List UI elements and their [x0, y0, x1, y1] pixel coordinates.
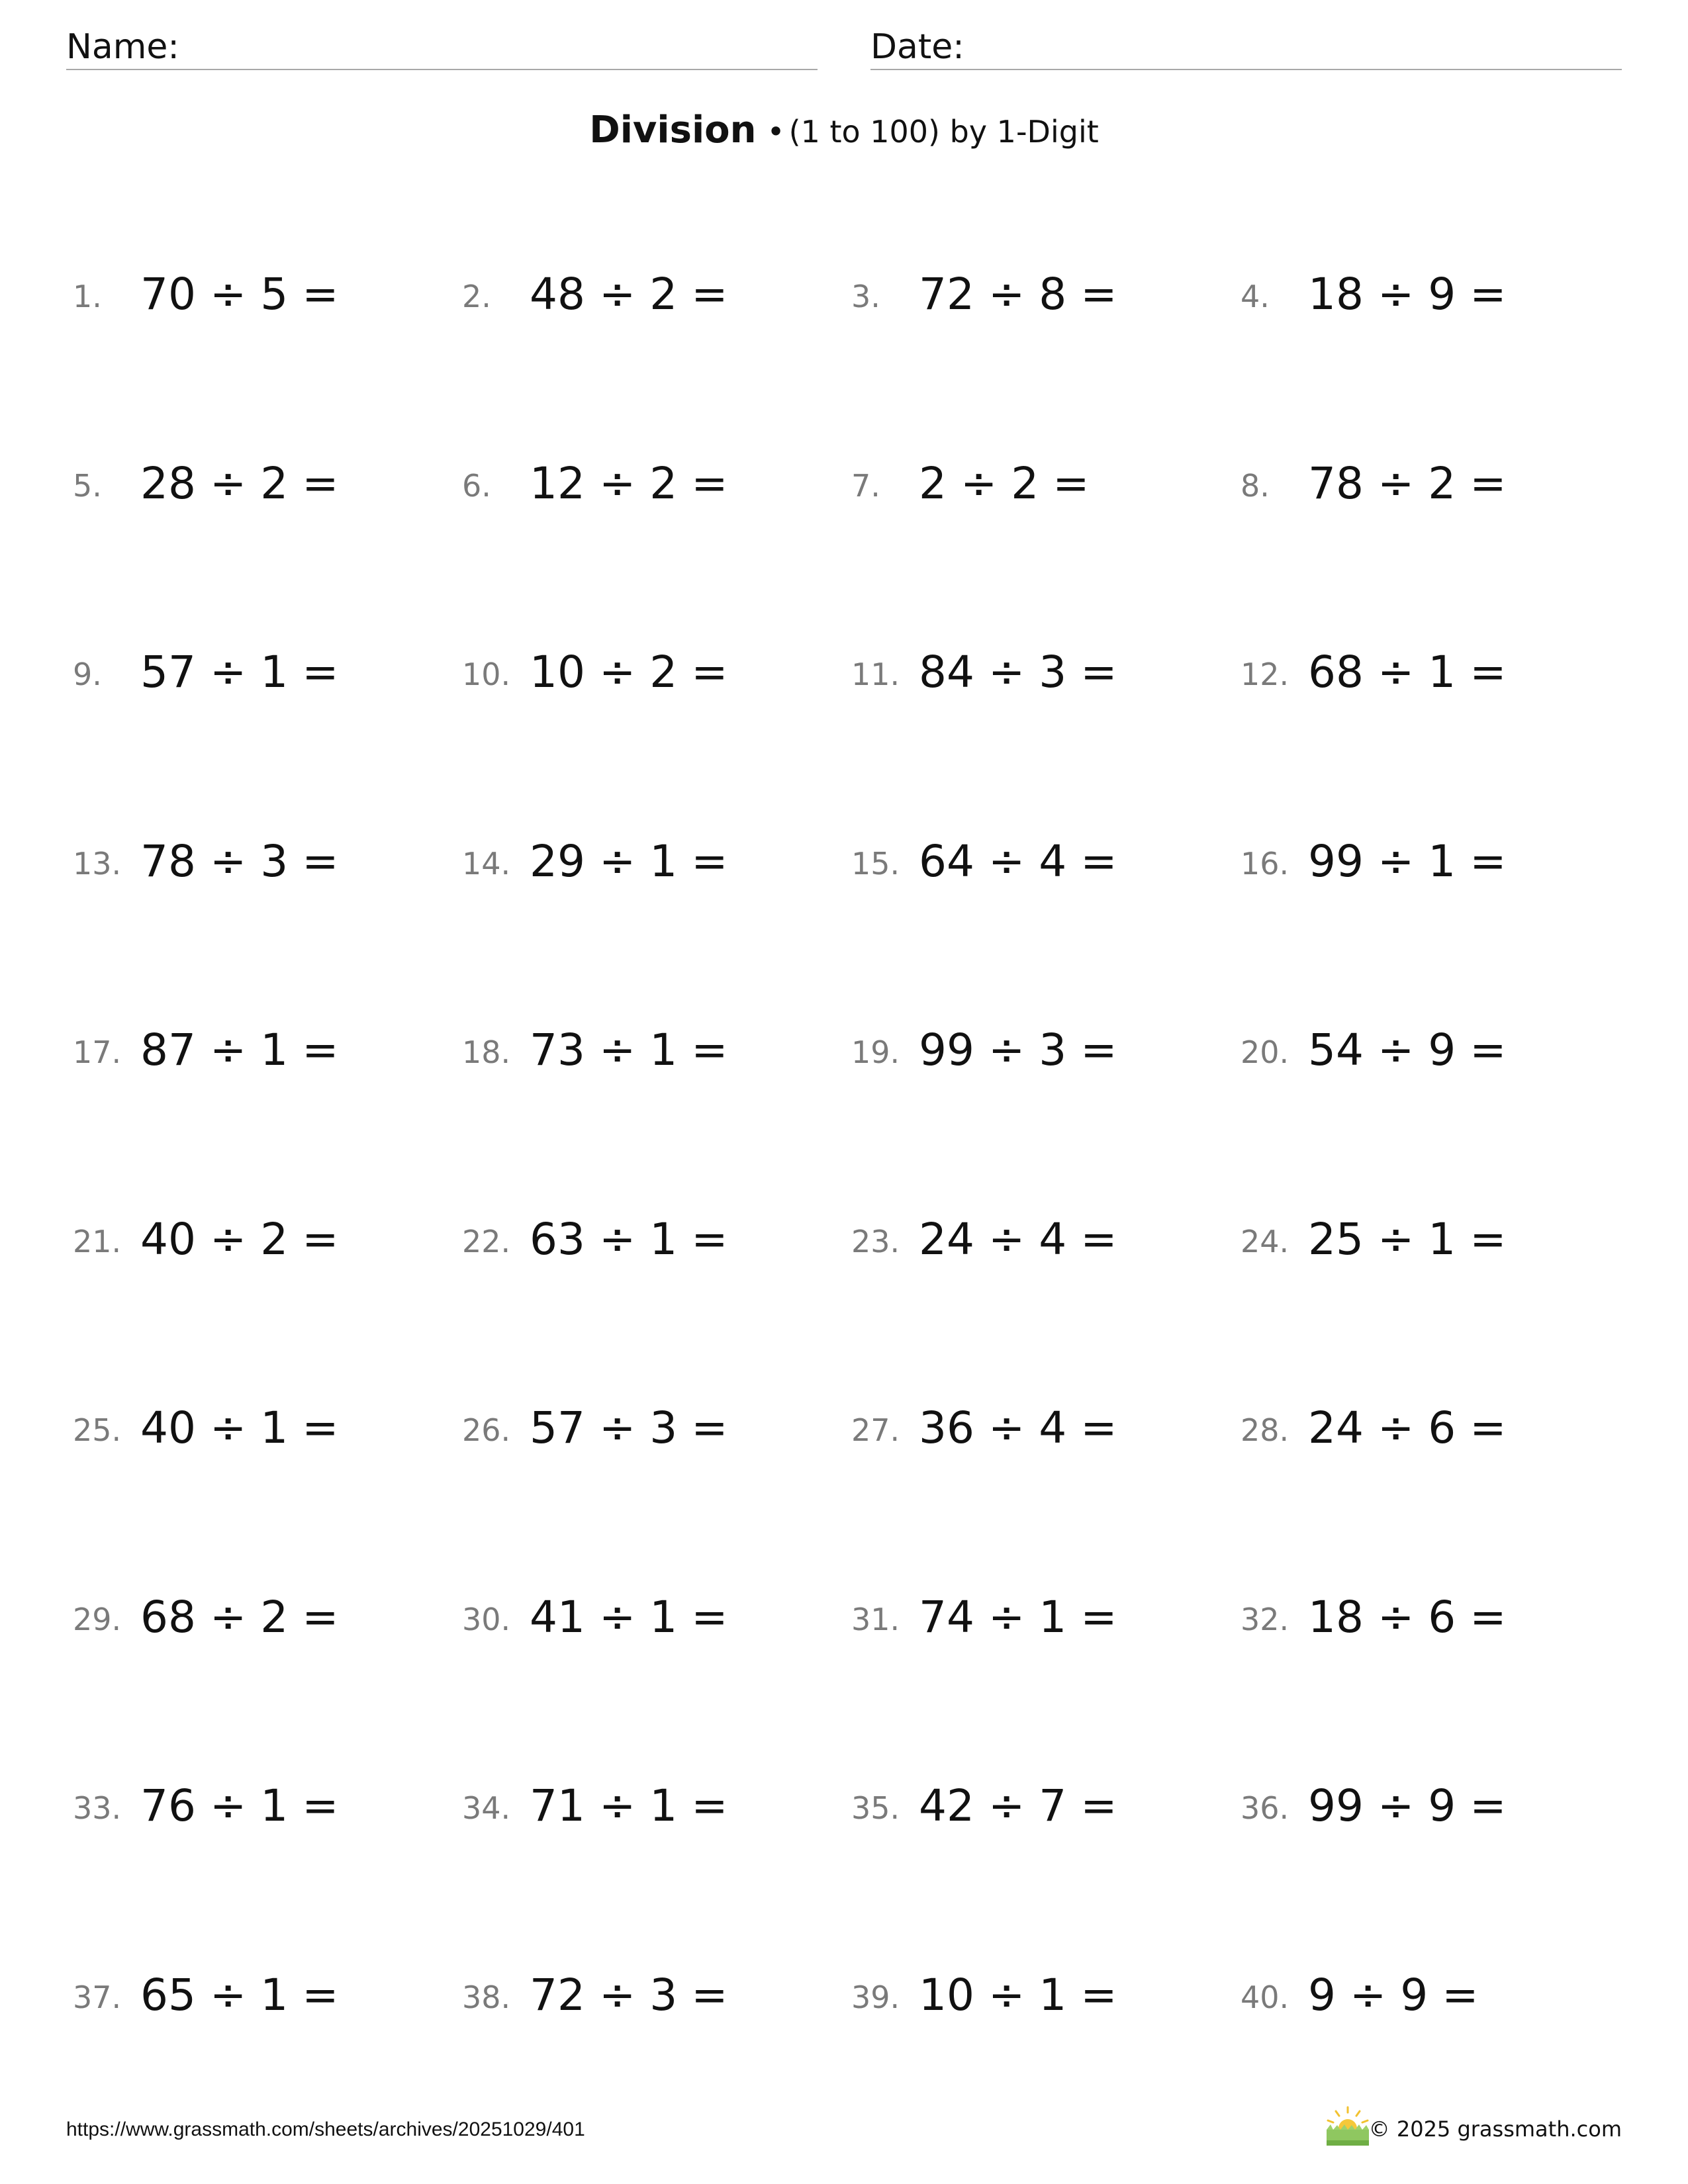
problem-expression: 65 ÷ 1 = [140, 1970, 339, 2021]
problem-item [73, 825, 444, 891]
problem-expression: 54 ÷ 9 = [1308, 1024, 1507, 1075]
problem-number: 16. [1241, 846, 1289, 882]
problem-expression: 10 ÷ 1 = [919, 1970, 1117, 2021]
problem-item [73, 1014, 444, 1080]
name-field[interactable] [66, 25, 818, 70]
problem-item [1241, 636, 1611, 702]
problem-number: 15. [851, 846, 900, 882]
problem-expression: 29 ÷ 1 = [530, 836, 728, 887]
problem-expression: 24 ÷ 6 = [1308, 1402, 1507, 1453]
problem-expression: 40 ÷ 2 = [140, 1214, 339, 1265]
problem-item [462, 1770, 833, 1836]
problem-item [851, 447, 1222, 514]
problem-number: 21. [73, 1224, 122, 1259]
problem-number: 9. [73, 657, 102, 692]
problem-number: 29. [73, 1602, 122, 1637]
footer-url[interactable]: https://www.grassmath.com/sheets/archives/20251029/401 [66, 2118, 585, 2140]
problem-expression: 2 ÷ 2 = [919, 458, 1090, 509]
problem-number: 32. [1241, 1602, 1289, 1637]
problem-item [851, 636, 1222, 702]
problem-expression: 25 ÷ 1 = [1308, 1214, 1507, 1265]
problem-number: 4. [1241, 279, 1270, 314]
problem-number: 17. [73, 1034, 122, 1070]
problem-number: 30. [462, 1602, 511, 1637]
problem-item [462, 1959, 833, 2025]
problem-expression: 12 ÷ 2 = [530, 458, 728, 509]
title-bullet: • [767, 114, 785, 150]
problem-expression: 99 ÷ 1 = [1308, 836, 1507, 887]
problem-item [851, 1392, 1222, 1458]
footer-copyright: © 2025 grassmath.com [1368, 2116, 1622, 2142]
problem-item [1241, 825, 1611, 891]
problem-item [1241, 1581, 1611, 1647]
problem-number: 24. [1241, 1224, 1289, 1259]
problem-item [462, 1392, 833, 1458]
problem-item [73, 447, 444, 514]
problem-expression: 24 ÷ 4 = [919, 1214, 1117, 1265]
problem-expression: 74 ÷ 1 = [919, 1592, 1117, 1643]
problem-number: 35. [851, 1790, 900, 1826]
problem-expression: 41 ÷ 1 = [530, 1592, 728, 1643]
problem-number: 13. [73, 846, 122, 882]
problem-item [851, 1014, 1222, 1080]
problem-item [1241, 1014, 1611, 1080]
problem-number: 37. [73, 1979, 122, 2015]
problem-item [462, 825, 833, 891]
problem-expression: 76 ÷ 1 = [140, 1780, 339, 1831]
problem-number: 20. [1241, 1034, 1289, 1070]
problem-number: 33. [73, 1790, 122, 1826]
problem-number: 1. [73, 279, 102, 314]
problem-expression: 99 ÷ 3 = [919, 1024, 1117, 1075]
problem-expression: 18 ÷ 9 = [1308, 269, 1507, 320]
problem-item [462, 258, 833, 324]
problem-number: 28. [1241, 1412, 1289, 1448]
problem-item [462, 1203, 833, 1269]
problem-number: 5. [73, 468, 102, 504]
problem-expression: 70 ÷ 5 = [140, 269, 339, 320]
problem-item [462, 1581, 833, 1647]
problem-expression: 71 ÷ 1 = [530, 1780, 728, 1831]
problem-expression: 48 ÷ 2 = [530, 269, 728, 320]
problem-number: 14. [462, 846, 511, 882]
problem-expression: 40 ÷ 1 = [140, 1402, 339, 1453]
problem-number: 18. [462, 1034, 511, 1070]
problem-number: 7. [851, 468, 880, 504]
problem-number: 8. [1241, 468, 1270, 504]
problem-number: 23. [851, 1224, 900, 1259]
problem-number: 25. [73, 1412, 122, 1448]
problem-item [1241, 1770, 1611, 1836]
problem-expression: 84 ÷ 3 = [919, 647, 1117, 698]
problem-number: 26. [462, 1412, 511, 1448]
problem-expression: 57 ÷ 1 = [140, 647, 339, 698]
problem-number: 31. [851, 1602, 900, 1637]
problem-expression: 87 ÷ 1 = [140, 1024, 339, 1075]
problem-expression: 28 ÷ 2 = [140, 458, 339, 509]
problem-expression: 9 ÷ 9 = [1308, 1970, 1479, 2021]
problem-expression: 73 ÷ 1 = [530, 1024, 728, 1075]
problem-item [1241, 1392, 1611, 1458]
problem-number: 36. [1241, 1790, 1289, 1826]
problem-number: 38. [462, 1979, 511, 2015]
problem-expression: 57 ÷ 3 = [530, 1402, 728, 1453]
problem-expression: 72 ÷ 8 = [919, 269, 1117, 320]
problem-expression: 68 ÷ 2 = [140, 1592, 339, 1643]
problem-item [1241, 258, 1611, 324]
problem-number: 34. [462, 1790, 511, 1826]
problem-expression: 78 ÷ 2 = [1308, 458, 1507, 509]
problem-item [1241, 1203, 1611, 1269]
problem-item [73, 1581, 444, 1647]
problem-item [851, 1959, 1222, 2025]
worksheet-title [0, 106, 1688, 163]
problem-item [462, 1014, 833, 1080]
problem-expression: 36 ÷ 4 = [919, 1402, 1117, 1453]
problem-item [851, 1770, 1222, 1836]
problem-number: 22. [462, 1224, 511, 1259]
problem-number: 39. [851, 1979, 900, 2015]
problem-item [73, 1959, 444, 2025]
date-label: Date: [870, 27, 964, 67]
name-label: Name: [66, 27, 179, 67]
problem-number: 27. [851, 1412, 900, 1448]
problem-expression: 18 ÷ 6 = [1308, 1592, 1507, 1643]
problem-expression: 10 ÷ 2 = [530, 647, 728, 698]
problem-expression: 68 ÷ 1 = [1308, 647, 1507, 698]
problem-number: 11. [851, 657, 900, 692]
problem-item [462, 636, 833, 702]
problem-item [851, 258, 1222, 324]
problem-item [73, 636, 444, 702]
problem-item [851, 1203, 1222, 1269]
title-main: Division [589, 109, 757, 152]
title-subtitle: (1 to 100) by 1-Digit [788, 114, 1099, 150]
problem-number: 10. [462, 657, 511, 692]
problem-expression: 63 ÷ 1 = [530, 1214, 728, 1265]
problem-item [851, 825, 1222, 891]
problem-item [73, 1770, 444, 1836]
problem-item [73, 258, 444, 324]
problem-number: 12. [1241, 657, 1289, 692]
problem-expression: 78 ÷ 3 = [140, 836, 339, 887]
date-field[interactable] [870, 25, 1622, 70]
problem-item [851, 1581, 1222, 1647]
problem-expression: 42 ÷ 7 = [919, 1780, 1117, 1831]
problem-number: 3. [851, 279, 880, 314]
problem-item [1241, 1959, 1611, 2025]
problem-item [73, 1203, 444, 1269]
problem-item [462, 447, 833, 514]
problem-expression: 99 ÷ 9 = [1308, 1780, 1507, 1831]
problem-item [1241, 447, 1611, 514]
problem-expression: 64 ÷ 4 = [919, 836, 1117, 887]
problem-number: 6. [462, 468, 491, 504]
problem-number: 2. [462, 279, 491, 314]
sun-over-grass-icon [1323, 2105, 1373, 2150]
problem-number: 40. [1241, 1979, 1289, 2015]
problem-number: 19. [851, 1034, 900, 1070]
problem-expression: 72 ÷ 3 = [530, 1970, 728, 2021]
problem-item [73, 1392, 444, 1458]
